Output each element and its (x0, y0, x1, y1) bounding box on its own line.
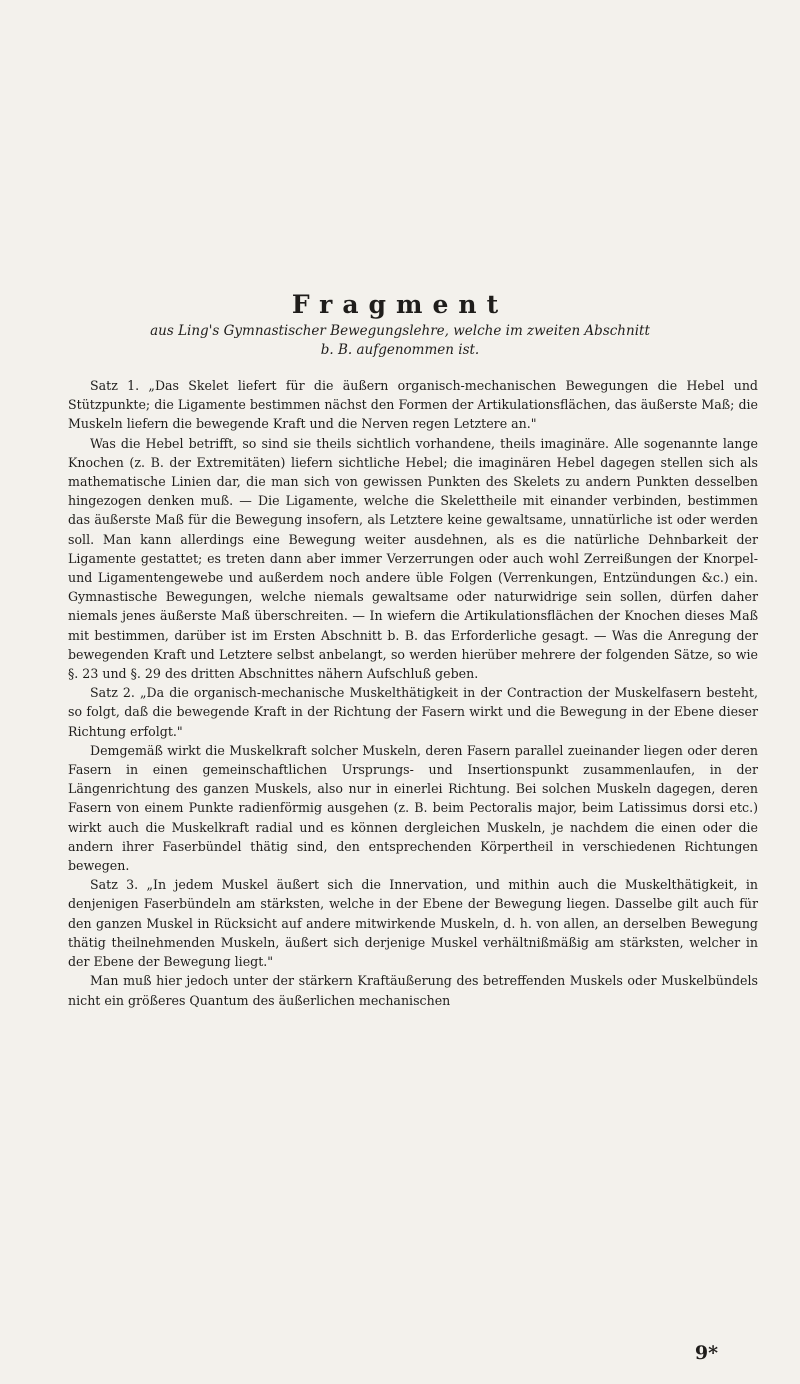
paragraph-kraftaeusserung: Man muß hier jedoch unter der stärkern Kraftäußerung des betreffenden Muskels oder Muskelbündels nicht ein größeres Quantum des äußerlichen mechanischen (68, 973, 758, 1008)
body-text (68, 376, 758, 1010)
page-subtitle (0, 322, 800, 360)
paragraph-satz-1: Satz 1. „Das Skelet liefert für die äußern organisch-mechanischen Bewegungen die Hebel und Stützpunkte; die Ligamente bestimmen nächst den Formen der Artikulationsflächen, das äußerste Maß; die Muskeln liefern die bewegende Kraft und die Nerven regen Letztere an." (68, 378, 758, 432)
page-title: Fragment (291, 290, 509, 319)
paragraph-muskelkraft: Demgemäß wirkt die Muskelkraft solcher Muskeln, deren Fasern parallel zueinander liegen oder deren Fasern in einen gemeinschaftlichen Ursprungs- und Insertionspunkt zusammenlaufen, in der Längenrichtung des ganzen Muskels, also nur in einerlei Richtung. Bei solchen Muskeln dagegen, deren Fasern von einem Punkte radienförmig ausgehen (z. B. beim Pectoralis major, beim Latissimus dorsi etc.) wirkt auch die Muskelkraft radial und es können dergleichen Muskeln, je nachdem die einen oder die andern ihrer Faserbündel thätig sind, den entsprechenden Körpertheil in verschiedenen Richtungen bewegen. (68, 742, 758, 874)
paragraph-satz-2: Satz 2. „Da die organisch-mechanische Muskelthätigkeit in der Contraction der Muskelfasern besteht, so folgt, daß die bewegende Kraft in der Richtung der Fasern wirkt und die Bewegung in der Ebene dieser Richtung erfolgt." (68, 685, 758, 739)
subtitle-line-2: b. B. aufgenommen ist. (320, 342, 480, 358)
paragraph-hebel: Was die Hebel betrifft, so sind sie theils sichtlich vorhandene, theils imaginäre. Alle sogenannte lange Knochen (z. B. der Extremitäten) liefern sichtliche Hebel; die imaginären Hebel dagegen stellen sich als mathematische Linien dar, die man sich von gewissen Punkten des Skelets zu andern Punkten desselben hingezogen denken muß. — Die Ligamente, welche die Skelettheile mit einander verbinden, bestimmen das äußerste Maß für die Bewegung insofern, als Letztere keine gewaltsame, unnatürliche ist oder werden soll. Man kann allerdings eine Bewegung weiter ausdehnen, als es die natürliche Dehnbarkeit der Ligamente gestattet; es treten dann aber immer Verzerrungen oder auch wohl Zerreißungen der Knorpel- und Ligamentengewebe und außerdem noch andere üble Folgen (Verrenkungen, Entzündungen &c.) ein. Gymnastische Bewegungen, welche niemals gewaltsame oder naturwidrige sein sollen, dürfen daher niemals jenes äußerste Maß überschreiten. — In wiefern die Artikulationsflächen der Knochen dieses Maß mit bestimmen, darüber ist im Ersten Abschnitt b. B. das Erforderliche gesagt. — Was die Anregung der bewegenden Kraft und Letztere selbst anbelangt, so werden hierüber mehrere der folgenden Sätze, so wie §. 23 und §. 29 des dritten Abschnittes nähern Aufschluß geben. (68, 435, 758, 682)
subtitle-line-1: aus Ling's Gymnastischer Bewegungslehre, welche im zweiten Abschnitt (150, 323, 650, 339)
paragraph-satz-3: Satz 3. „In jedem Muskel äußert sich die Innervation, und mithin auch die Muskelthätigkeit, in denjenigen Faserbündeln am stärksten, welche in der Ebene der Bewegung liegen. Dasselbe gilt auch für den ganzen Muskel in Rücksicht auf andere mitwirkende Muskeln, d. h. von allen, an derselben Bewegung thätig theilnehmenden Muskeln, äußert sich derjenige Muskel verhältnißmäßig am stärksten, welcher in der Ebene der Bewegung liegt." (68, 877, 758, 970)
signature-mark: 9* (694, 1342, 718, 1364)
